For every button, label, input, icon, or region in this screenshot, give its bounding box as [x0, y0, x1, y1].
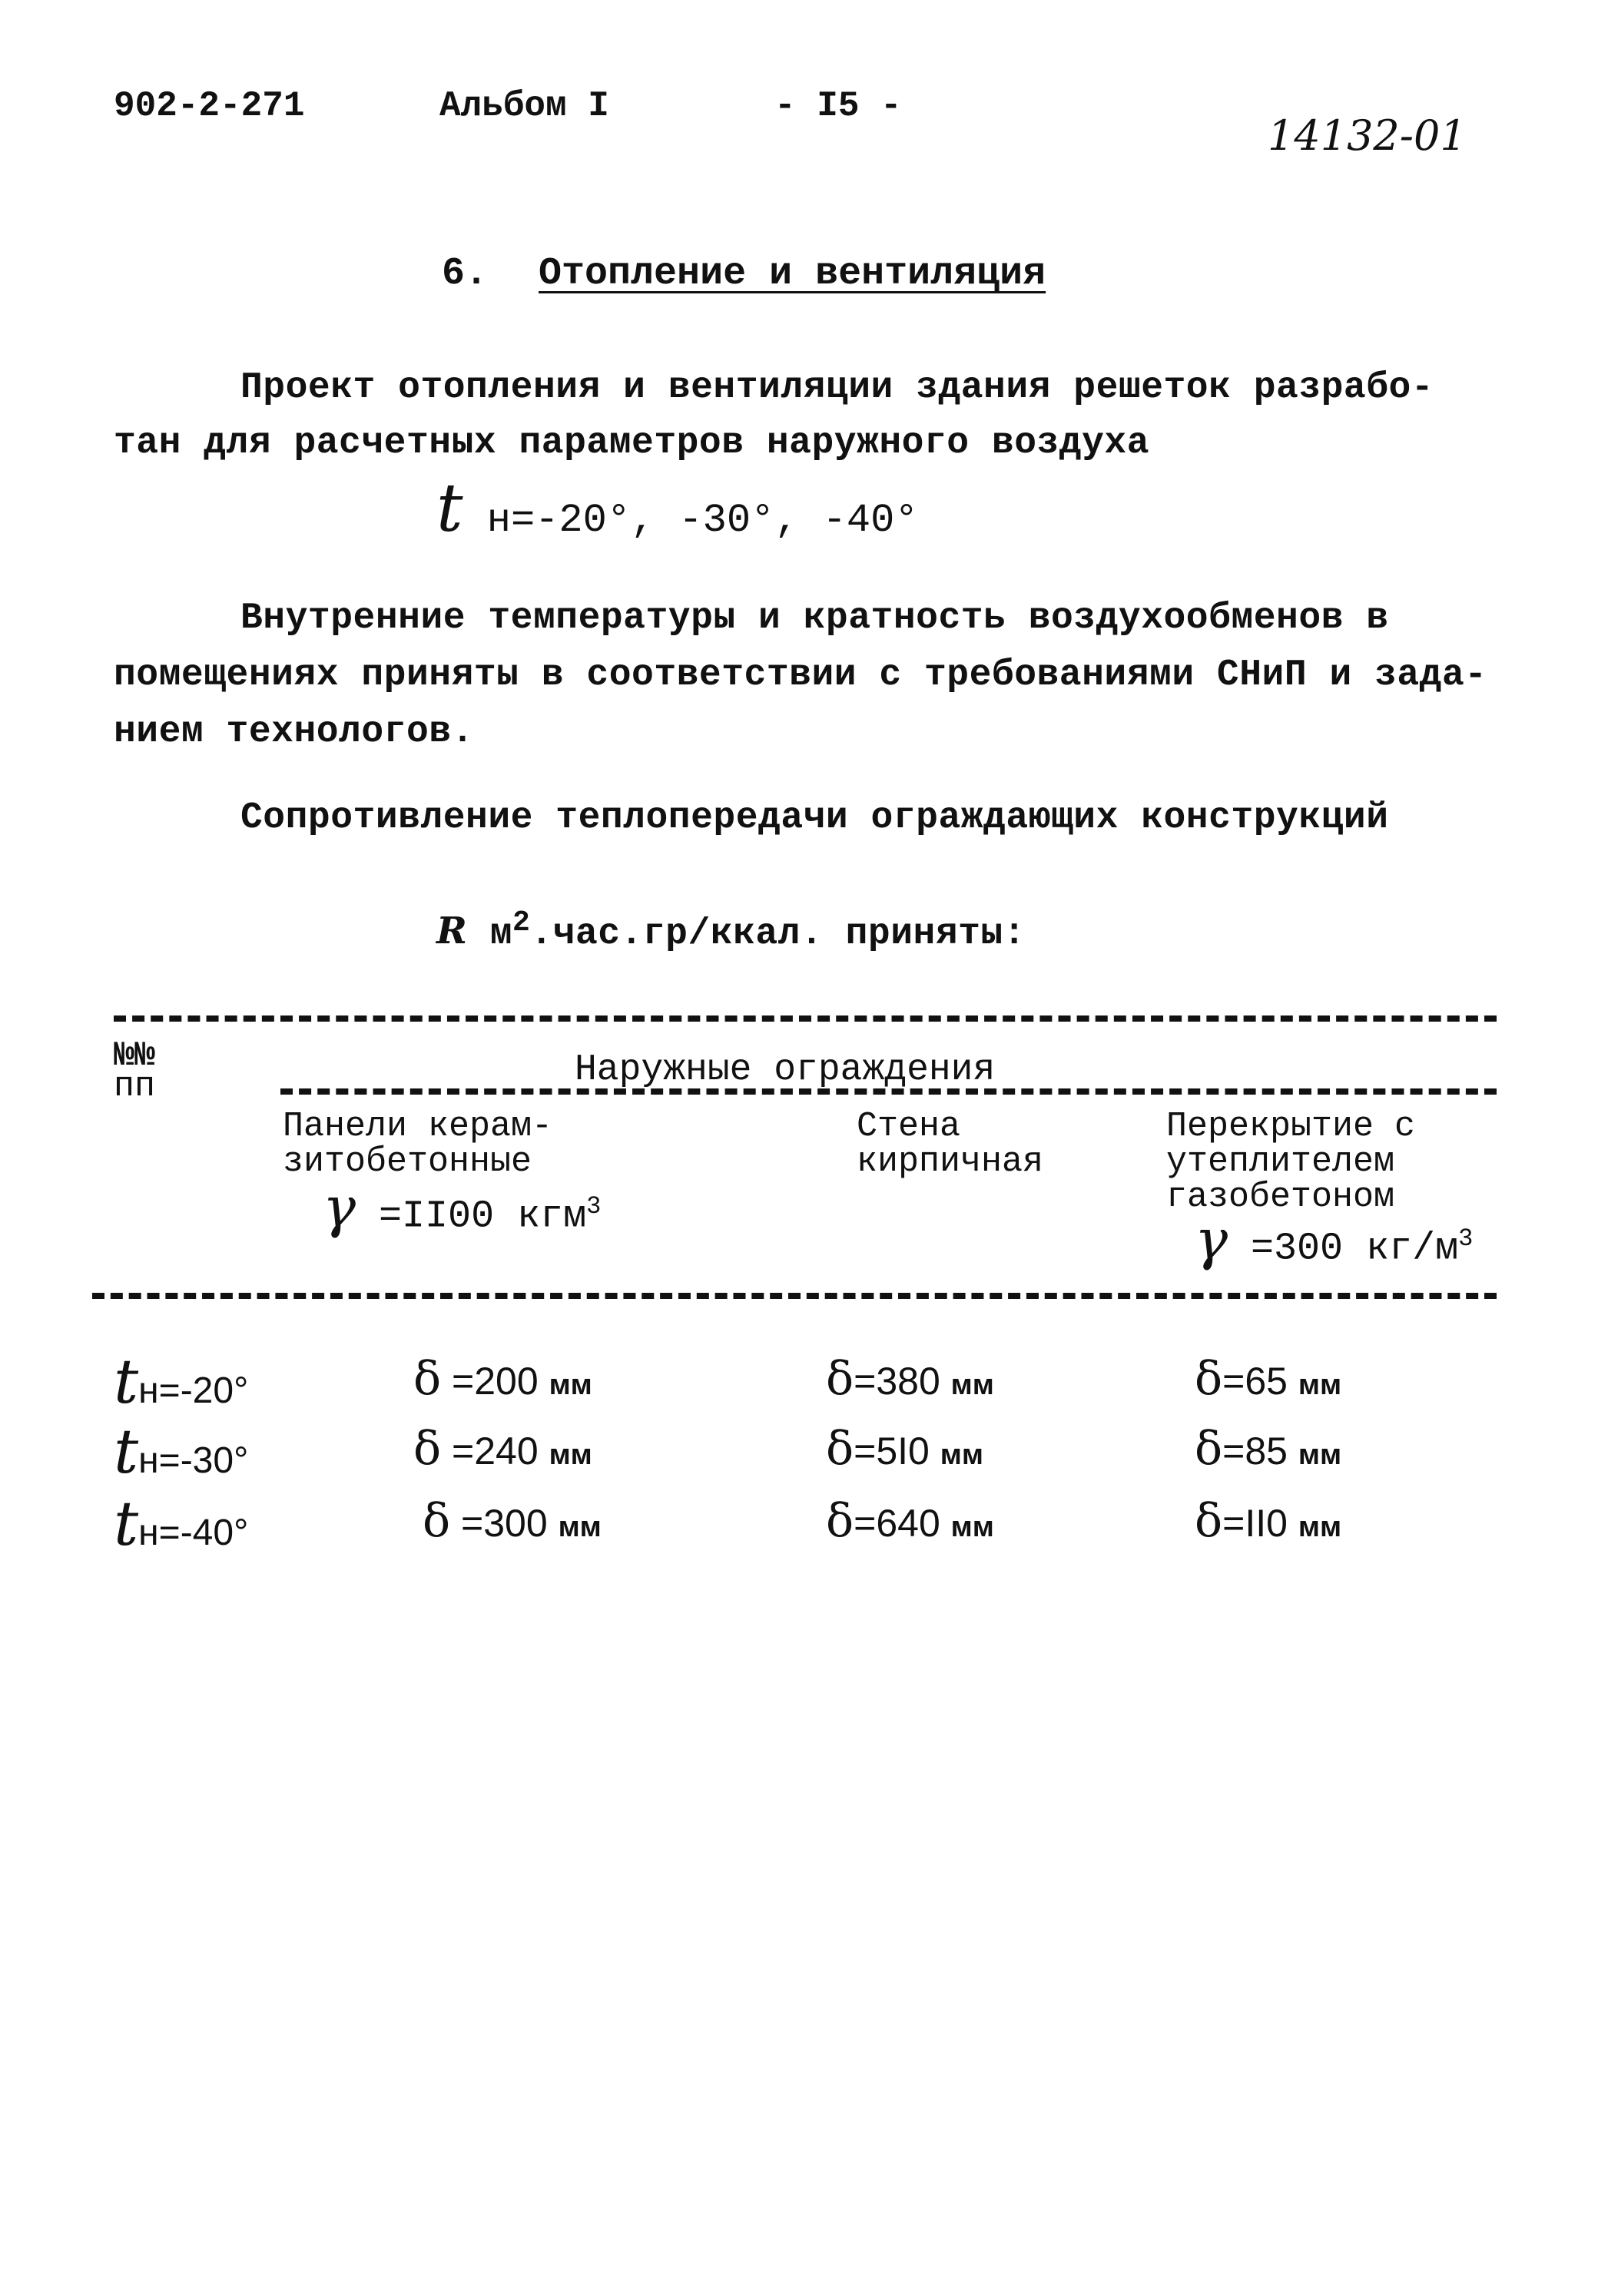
delta-symbol: δ: [1195, 1422, 1223, 1476]
temperature-symbol: t: [436, 470, 463, 547]
delta-symbol: δ: [1195, 1494, 1223, 1548]
column-3-density-value: =300 кг/м: [1251, 1227, 1459, 1271]
r-symbol: R: [436, 909, 468, 953]
column-header-floor-slab: [1166, 1109, 1415, 1215]
group-header: Наружные ограждения: [575, 1049, 996, 1091]
unit-mm: мм: [549, 1439, 592, 1471]
row-3-brick-thickness: [826, 1494, 994, 1548]
column-2-line-2: кирпичная: [857, 1142, 1044, 1181]
table-row-label-1: [114, 1346, 248, 1417]
column-1-line-2: зитобетонные: [283, 1142, 532, 1181]
paragraph-2-line-3: нием технологов.: [114, 711, 474, 753]
unit-mm: мм: [549, 1369, 592, 1401]
table-top-rule: [114, 1015, 1497, 1022]
delta-symbol: δ: [423, 1494, 451, 1548]
section-title: [442, 252, 1046, 296]
unit-mm: мм: [1298, 1369, 1342, 1401]
table-row-label-2: [114, 1416, 248, 1487]
paragraph-1-line-1: Проект отопления и вентиляции здания решеток разрабо-: [240, 367, 1434, 409]
row-2-panel-thickness: [413, 1422, 592, 1476]
column-1-density-sup: 3: [586, 1192, 602, 1221]
delta-symbol: δ: [1195, 1352, 1223, 1406]
row-number-header-2: пп: [114, 1067, 156, 1106]
unit-mm: мм: [1298, 1511, 1342, 1543]
row-2-c3-value: =85: [1222, 1430, 1288, 1473]
unit-mm: мм: [940, 1439, 983, 1471]
row-1-label: н=-20°: [138, 1370, 249, 1411]
row-1-brick-thickness: [826, 1352, 994, 1406]
row-3-c2-value: =640: [854, 1502, 940, 1545]
paragraph-1-line-2: тан для расчетных параметров наружного воздуха: [114, 422, 1150, 464]
column-3-density-sup: 3: [1458, 1224, 1474, 1253]
paragraph-2-line-2: помещениях приняты в соответствии с требованиями СНиП и зада-: [114, 654, 1487, 696]
unit-mm: мм: [1298, 1439, 1342, 1471]
paragraph-2-line-1: Внутренние температуры и кратность воздухообменов в: [240, 598, 1389, 639]
delta-symbol: δ: [826, 1352, 854, 1406]
column-1-density: [323, 1175, 602, 1240]
row-3-c1-value: =300: [461, 1502, 548, 1545]
row-2-slab-thickness: [1195, 1422, 1341, 1476]
section-title-text: Отопление и вентиляция: [539, 252, 1046, 296]
unit-mm: мм: [558, 1511, 602, 1543]
column-3-line-3: газобетоном: [1166, 1178, 1395, 1217]
column-2-line-1: Стена: [857, 1107, 961, 1146]
row-1-c2-value: =380: [854, 1360, 940, 1403]
row-1-slab-thickness: [1195, 1352, 1341, 1406]
temperature-symbol-row-3: t: [114, 1488, 139, 1559]
row-1-c3-value: =65: [1222, 1360, 1288, 1403]
handwritten-number: 14132-01: [1268, 111, 1467, 160]
temperature-values: н=-20°, -30°, -40°: [486, 498, 919, 543]
row-2-c1-value: =240: [452, 1430, 539, 1473]
table-header-bottom-rule: [92, 1293, 1497, 1299]
column-3-line-1: Перекрытие с: [1166, 1107, 1416, 1146]
unit-mm: мм: [950, 1369, 994, 1401]
section-number: 6.: [442, 252, 489, 296]
column-1-density-value: =II00 кгм: [379, 1194, 587, 1239]
row-2-brick-thickness: [826, 1422, 983, 1476]
column-3-line-2: утеплителем: [1166, 1142, 1395, 1181]
outdoor-temperature-formula: [436, 470, 918, 547]
row-number-header: №№: [114, 1036, 156, 1075]
table-row-label-3: [114, 1488, 248, 1559]
group-header-rule: [280, 1088, 1497, 1095]
album-label: Альбом I: [439, 86, 609, 126]
delta-symbol: δ: [413, 1352, 442, 1406]
r-unit-suffix: .час.гр/ккал. приняты:: [530, 913, 1026, 955]
unit-mm: мм: [950, 1511, 994, 1543]
row-2-label: н=-30°: [138, 1440, 249, 1481]
row-3-label: н=-40°: [138, 1512, 249, 1553]
r-unit-prefix: м: [489, 913, 513, 955]
row-3-c3-value: =II0: [1222, 1502, 1288, 1545]
row-1-panel-thickness: [413, 1352, 592, 1406]
r-unit-superscript: 2: [512, 906, 531, 939]
gamma-symbol: γ: [323, 1175, 356, 1240]
row-3-slab-thickness: [1195, 1494, 1341, 1548]
row-2-c2-value: =5I0: [854, 1430, 930, 1473]
row-1-c1-value: =200: [452, 1360, 539, 1403]
page-number: - I5 -: [774, 86, 902, 126]
column-header-panels: [283, 1109, 552, 1180]
delta-symbol: δ: [826, 1422, 854, 1476]
delta-symbol: δ: [826, 1494, 854, 1548]
paragraph-3-line-1: Сопротивление теплопередачи ограждающих конструкций: [240, 797, 1389, 839]
gamma-symbol-2: γ: [1195, 1207, 1228, 1272]
column-header-brick-wall: [857, 1109, 1043, 1180]
delta-symbol: δ: [413, 1422, 442, 1476]
document-code: 902-2-271: [114, 86, 305, 126]
column-1-line-1: Панели керам-: [283, 1107, 553, 1146]
temperature-symbol-row-2: t: [114, 1416, 139, 1487]
row-3-panel-thickness: [423, 1494, 602, 1548]
column-3-density: [1195, 1207, 1474, 1272]
resistance-units-line: [436, 906, 1026, 955]
temperature-symbol-row-1: t: [114, 1346, 139, 1417]
